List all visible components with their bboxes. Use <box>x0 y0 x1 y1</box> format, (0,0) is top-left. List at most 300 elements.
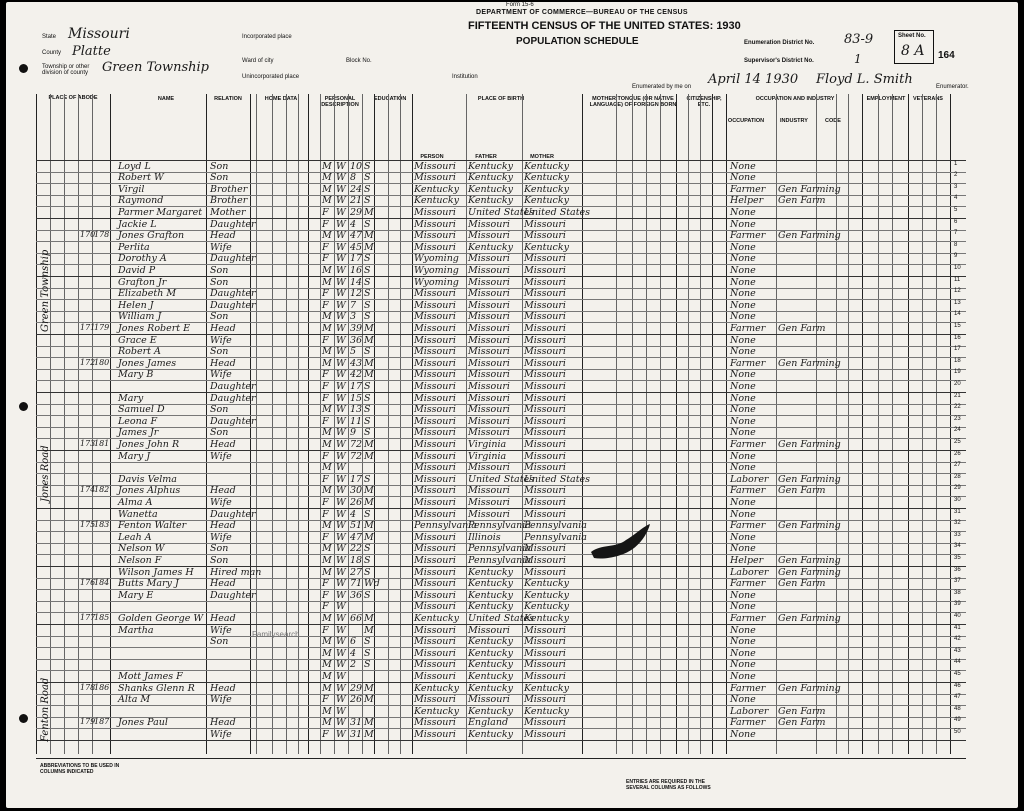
birthplace: Missouri <box>414 415 456 427</box>
marital-status: M <box>364 624 374 636</box>
relation: Son <box>210 276 229 288</box>
age: 39 <box>350 322 363 334</box>
industry: Gen Farming <box>778 612 841 624</box>
occupation: None <box>730 728 756 740</box>
column-rule <box>348 94 349 754</box>
sex: F <box>322 369 329 381</box>
punch-hole <box>19 64 28 73</box>
marital-status: S <box>364 543 371 555</box>
occupation: None <box>730 160 756 172</box>
birthplace: Missouri <box>414 508 456 520</box>
father-birthplace: Missouri <box>468 694 510 706</box>
marital-status: S <box>364 276 371 288</box>
person-name: Jones Robert E <box>118 322 191 334</box>
column-rule <box>412 94 413 754</box>
birthplace: Wyoming <box>414 253 459 265</box>
margin-note: Jones Road <box>40 445 51 502</box>
person-name: Perlita <box>118 241 150 253</box>
mother-birthplace: Missouri <box>524 357 566 369</box>
industry: Gen Farm <box>778 717 826 729</box>
age: 29 <box>350 682 363 694</box>
relation: Hired man <box>210 566 262 578</box>
occupation: Laborer <box>730 566 769 578</box>
person-name: Mott James F <box>118 670 183 682</box>
sex: F <box>322 288 329 300</box>
occupation: None <box>730 647 756 659</box>
col-veterans: VETERANS <box>913 96 943 102</box>
sex: M <box>322 195 332 207</box>
enumerated-label: Enumerated by me on <box>632 84 692 90</box>
column-rule <box>320 94 321 754</box>
column-rule <box>334 94 335 754</box>
relation: Daughter <box>210 589 256 601</box>
family-number: 180 <box>94 357 110 367</box>
marital-status: M <box>364 612 374 624</box>
father-birthplace: Kentucky <box>468 589 513 601</box>
form-number: Form 15-6 <box>506 2 534 8</box>
father-birthplace: Missouri <box>468 369 510 381</box>
column-rule <box>286 94 287 754</box>
column-rule <box>688 94 689 754</box>
marital-status: S <box>364 392 371 404</box>
row-number: 3 <box>954 183 958 190</box>
relation: Head <box>210 578 236 590</box>
row-number: 40 <box>954 612 961 619</box>
sex: F <box>322 299 329 311</box>
relation: Daughter <box>210 288 256 300</box>
father-birthplace: Missouri <box>468 380 510 392</box>
sex: F <box>322 415 329 427</box>
sex: M <box>322 543 332 555</box>
marital-status: Wd <box>364 578 380 590</box>
age: 22 <box>350 543 363 555</box>
age: 26 <box>350 496 363 508</box>
mother-birthplace: Missouri <box>524 276 566 288</box>
person-name: Jones John R <box>118 438 180 450</box>
column-rule <box>892 94 893 754</box>
column-rule <box>50 94 51 754</box>
person-name: Parmer Margaret <box>118 206 203 218</box>
race: W <box>336 172 346 184</box>
occupation: None <box>730 276 756 288</box>
birthplace: Kentucky <box>414 183 459 195</box>
person-name: Virgil <box>118 183 145 195</box>
industry: Gen Farming <box>778 438 841 450</box>
race: W <box>336 578 346 590</box>
birthplace: Missouri <box>414 624 456 636</box>
relation: Daughter <box>210 299 256 311</box>
family-number: 186 <box>94 682 110 692</box>
age: 8 <box>350 172 357 184</box>
birthplace: Missouri <box>414 218 456 230</box>
col-code: CODE <box>825 118 841 124</box>
person-name: Elizabeth M <box>118 288 177 300</box>
sheet-number-box <box>894 30 934 64</box>
relation: Head <box>210 682 236 694</box>
column-rule <box>646 94 647 754</box>
father-birthplace: Missouri <box>468 462 510 474</box>
person-name: Mary <box>118 392 144 404</box>
occupation: None <box>730 670 756 682</box>
marital-status: M <box>364 438 374 450</box>
mother-birthplace: Missouri <box>524 392 566 404</box>
row-number: 42 <box>954 636 961 643</box>
race: W <box>336 288 346 300</box>
father-birthplace: Missouri <box>468 508 510 520</box>
person-name: Leona F <box>118 415 158 427</box>
birthplace: Missouri <box>414 496 456 508</box>
age: 14 <box>350 276 363 288</box>
col-name: NAME <box>157 96 175 102</box>
mother-birthplace: Missouri <box>524 566 566 578</box>
age: 31 <box>350 717 363 729</box>
mother-birthplace: Missouri <box>524 253 566 265</box>
industry: Gen Farm <box>778 705 826 717</box>
race: W <box>336 717 346 729</box>
person-name: Jones Alphus <box>118 485 181 497</box>
birthplace: Missouri <box>414 288 456 300</box>
row-number: 43 <box>954 647 961 654</box>
person-name: Alma A <box>118 496 153 508</box>
father-birthplace: Missouri <box>468 230 510 242</box>
mother-birthplace: Missouri <box>524 334 566 346</box>
father-birthplace: Pennsylvania <box>468 554 531 566</box>
marital-status: S <box>364 566 371 578</box>
father-birthplace: Virginia <box>468 450 507 462</box>
person-name: Jones Paul <box>118 717 168 729</box>
occupation: None <box>730 311 756 323</box>
race: W <box>336 496 346 508</box>
father-birthplace: Pennsylvania <box>468 520 531 532</box>
relation: Wife <box>210 369 232 381</box>
enum-district-value: 83-9 <box>844 32 874 47</box>
occupation: Farmer <box>730 682 766 694</box>
race: W <box>336 334 346 346</box>
sex: F <box>322 473 329 485</box>
birthplace: Wyoming <box>414 264 459 276</box>
sex: M <box>322 636 332 648</box>
column-rule <box>272 94 273 754</box>
occupation: None <box>730 450 756 462</box>
col-occupation-sub: OCCUPATION <box>727 118 765 124</box>
schedule-title: POPULATION SCHEDULE <box>516 36 639 47</box>
sheet-value: 8 A <box>901 43 925 59</box>
row-number: 38 <box>954 589 961 596</box>
column-rule <box>298 94 299 754</box>
age: 10 <box>350 160 363 172</box>
occupation: None <box>730 415 756 427</box>
enum-district-label: Enumeration District No. <box>744 40 815 46</box>
mother-birthplace: Kentucky <box>524 195 569 207</box>
row-number: 14 <box>954 311 961 318</box>
birthplace: Missouri <box>414 450 456 462</box>
sex: M <box>322 612 332 624</box>
race: W <box>336 392 346 404</box>
birthplace: Missouri <box>414 554 456 566</box>
person-name: Mary E <box>118 589 154 601</box>
person-name: Martha <box>118 624 154 636</box>
sex: M <box>322 160 332 172</box>
occupation: None <box>730 427 756 439</box>
row-number: 15 <box>954 322 961 329</box>
race: W <box>336 566 346 578</box>
person-name: Robert W <box>118 172 164 184</box>
age: 47 <box>350 531 363 543</box>
marital-status: M <box>364 206 374 218</box>
person-name: Samuel D <box>118 404 165 416</box>
row-number: 49 <box>954 717 961 724</box>
sex: M <box>322 462 332 474</box>
dwelling-number: 171 <box>80 322 96 332</box>
mother-birthplace: Missouri <box>524 728 566 740</box>
race: W <box>336 427 346 439</box>
marital-status: S <box>364 647 371 659</box>
page-number: 164 <box>938 50 955 61</box>
person-name: Loyd L <box>118 160 151 172</box>
race: W <box>336 670 346 682</box>
occupation: None <box>730 624 756 636</box>
col-education: EDUCATION <box>374 96 407 102</box>
person-name: Alta M <box>118 694 151 706</box>
birthplace: Missouri <box>414 392 456 404</box>
relation: Head <box>210 357 236 369</box>
sex: M <box>322 566 332 578</box>
supervisor-value: 1 <box>854 52 862 66</box>
sex: M <box>322 346 332 358</box>
column-rule <box>206 94 207 754</box>
mother-birthplace: Missouri <box>524 346 566 358</box>
age: 5 <box>350 346 357 358</box>
occupation: Helper <box>730 195 764 207</box>
relation: Brother <box>210 195 248 207</box>
marital-status: S <box>364 554 371 566</box>
margin-note: Fenton Road <box>40 677 51 742</box>
row-number: 26 <box>954 450 961 457</box>
race: W <box>336 276 346 288</box>
relation: Wife <box>210 496 232 508</box>
race: W <box>336 682 346 694</box>
row-number: 21 <box>954 392 961 399</box>
margin-note: Green Township <box>40 249 51 332</box>
row-number: 25 <box>954 438 961 445</box>
row-number: 50 <box>954 728 961 735</box>
relation: Daughter <box>210 218 256 230</box>
birthplace: Missouri <box>414 346 456 358</box>
race: W <box>336 404 346 416</box>
sex: F <box>322 392 329 404</box>
dwelling-number: 178 <box>80 682 96 692</box>
relation: Son <box>210 311 229 323</box>
birthplace: Missouri <box>414 694 456 706</box>
relation: Son <box>210 404 229 416</box>
birthplace: Missouri <box>414 241 456 253</box>
age: 4 <box>350 647 357 659</box>
relation: Brother <box>210 183 248 195</box>
marital-status: M <box>364 322 374 334</box>
column-rule <box>950 94 951 754</box>
occupation: None <box>730 299 756 311</box>
mother-birthplace: Missouri <box>524 427 566 439</box>
sheet-label: Sheet No. <box>898 33 926 39</box>
birthplace: Kentucky <box>414 612 459 624</box>
marital-status: S <box>364 264 371 276</box>
birthplace: Missouri <box>414 531 456 543</box>
dwelling-number: 175 <box>80 520 96 530</box>
industry: Gen Farming <box>778 554 841 566</box>
marital-status: S <box>364 473 371 485</box>
mother-birthplace: Pennsylvania <box>524 531 587 543</box>
birthplace: Pennsylvania <box>414 520 477 532</box>
mother-birthplace: Pennsylvania <box>524 520 587 532</box>
sex: M <box>322 682 332 694</box>
punch-hole <box>19 402 28 411</box>
relation: Head <box>210 612 236 624</box>
mother-birthplace: Missouri <box>524 647 566 659</box>
mother-birthplace: United States <box>524 473 591 485</box>
race: W <box>336 647 346 659</box>
marital-status: S <box>364 288 371 300</box>
father-birthplace: Missouri <box>468 334 510 346</box>
col-mother: MOTHER <box>530 154 554 160</box>
race: W <box>336 357 346 369</box>
birthplace: Missouri <box>414 485 456 497</box>
col-father: FATHER <box>475 154 497 160</box>
column-rule <box>374 94 375 754</box>
row-number: 46 <box>954 682 961 689</box>
punch-hole <box>19 714 28 723</box>
family-number: 184 <box>94 578 110 588</box>
occupation: Farmer <box>730 717 766 729</box>
enumerator-name: Floyd L. Smith <box>816 72 913 87</box>
marital-status: M <box>364 450 374 462</box>
sex: F <box>322 508 329 520</box>
age: 3 <box>350 311 357 323</box>
row-number: 45 <box>954 670 961 677</box>
marital-status: M <box>364 520 374 532</box>
person-name: Shanks Glenn R <box>118 682 195 694</box>
sex: F <box>322 253 329 265</box>
age: 31 <box>350 728 363 740</box>
person-name: James Jr <box>118 427 159 439</box>
row-number: 32 <box>954 520 961 527</box>
occupation: None <box>730 241 756 253</box>
relation: Wife <box>210 694 232 706</box>
marital-status: M <box>364 369 374 381</box>
row-number: 41 <box>954 624 961 631</box>
father-birthplace: Missouri <box>468 496 510 508</box>
dwelling-number: 172 <box>80 357 96 367</box>
marital-status: S <box>364 253 371 265</box>
mother-birthplace: Missouri <box>524 264 566 276</box>
age: 72 <box>350 438 363 450</box>
row-number: 31 <box>954 508 961 515</box>
row-number: 4 <box>954 195 958 202</box>
column-rule <box>712 94 713 754</box>
marital-status: M <box>364 485 374 497</box>
father-birthplace: Missouri <box>468 322 510 334</box>
enumerator-label: Enumerator. <box>936 84 969 90</box>
block-label: Block No. <box>346 58 372 64</box>
column-rule <box>64 94 65 754</box>
column-rule <box>908 94 909 754</box>
race: W <box>336 322 346 334</box>
birthplace: Missouri <box>414 659 456 671</box>
sex: M <box>322 438 332 450</box>
age: 15 <box>350 392 363 404</box>
family-number: 178 <box>94 230 110 240</box>
father-birthplace: Missouri <box>468 276 510 288</box>
column-rule <box>78 94 79 754</box>
column-rule <box>660 94 661 754</box>
birthplace: Missouri <box>414 427 456 439</box>
relation: Wife <box>210 450 232 462</box>
col-place-of-abode: PLACE OF ABODE <box>48 95 98 101</box>
relation: Head <box>210 520 236 532</box>
race: W <box>336 601 346 613</box>
occupation: None <box>730 543 756 555</box>
occupation: Laborer <box>730 705 769 717</box>
age: 17 <box>350 473 363 485</box>
birthplace: Missouri <box>414 670 456 682</box>
relation: Head <box>210 230 236 242</box>
race: W <box>336 508 346 520</box>
department-title: DEPARTMENT OF COMMERCE—BUREAU OF THE CENSUS <box>476 9 688 16</box>
age: 47 <box>350 230 363 242</box>
father-birthplace: England <box>468 717 509 729</box>
abbrev-title: ABBREVIATIONS TO BE USED IN COLUMNS INDICATED <box>40 763 120 775</box>
row-number: 7 <box>954 230 958 237</box>
column-rule <box>582 94 583 754</box>
marital-status: S <box>364 160 371 172</box>
father-birthplace: Missouri <box>468 427 510 439</box>
father-birthplace: Kentucky <box>468 183 513 195</box>
person-name: Jackie L <box>118 218 157 230</box>
mother-birthplace: Missouri <box>524 543 566 555</box>
race: W <box>336 241 346 253</box>
sex: F <box>322 531 329 543</box>
father-birthplace: Kentucky <box>468 195 513 207</box>
age: 36 <box>350 334 363 346</box>
age: 26 <box>350 694 363 706</box>
occupation: None <box>730 172 756 184</box>
occupation: Farmer <box>730 520 766 532</box>
sex: M <box>322 705 332 717</box>
race: W <box>336 636 346 648</box>
age: 4 <box>350 508 357 520</box>
age: 42 <box>350 369 363 381</box>
birthplace: Missouri <box>414 380 456 392</box>
industry: Gen Farm <box>778 195 826 207</box>
mother-birthplace: Missouri <box>524 554 566 566</box>
mother-birthplace: Missouri <box>524 450 566 462</box>
col-employment: EMPLOYMENT <box>866 96 906 102</box>
father-birthplace: Missouri <box>468 624 510 636</box>
mother-birthplace: Missouri <box>524 462 566 474</box>
mother-birthplace: Missouri <box>524 230 566 242</box>
mother-birthplace: Missouri <box>524 636 566 648</box>
person-name: Golden George W <box>118 612 204 624</box>
father-birthplace: Missouri <box>468 264 510 276</box>
sex: M <box>322 357 332 369</box>
sex: M <box>322 717 332 729</box>
occupation: None <box>730 253 756 265</box>
industry: Gen Farm <box>778 322 826 334</box>
column-rule <box>922 94 923 754</box>
row-number: 16 <box>954 334 961 341</box>
occupation: None <box>730 346 756 358</box>
relation: Daughter <box>210 253 256 265</box>
mother-birthplace: Kentucky <box>524 682 569 694</box>
